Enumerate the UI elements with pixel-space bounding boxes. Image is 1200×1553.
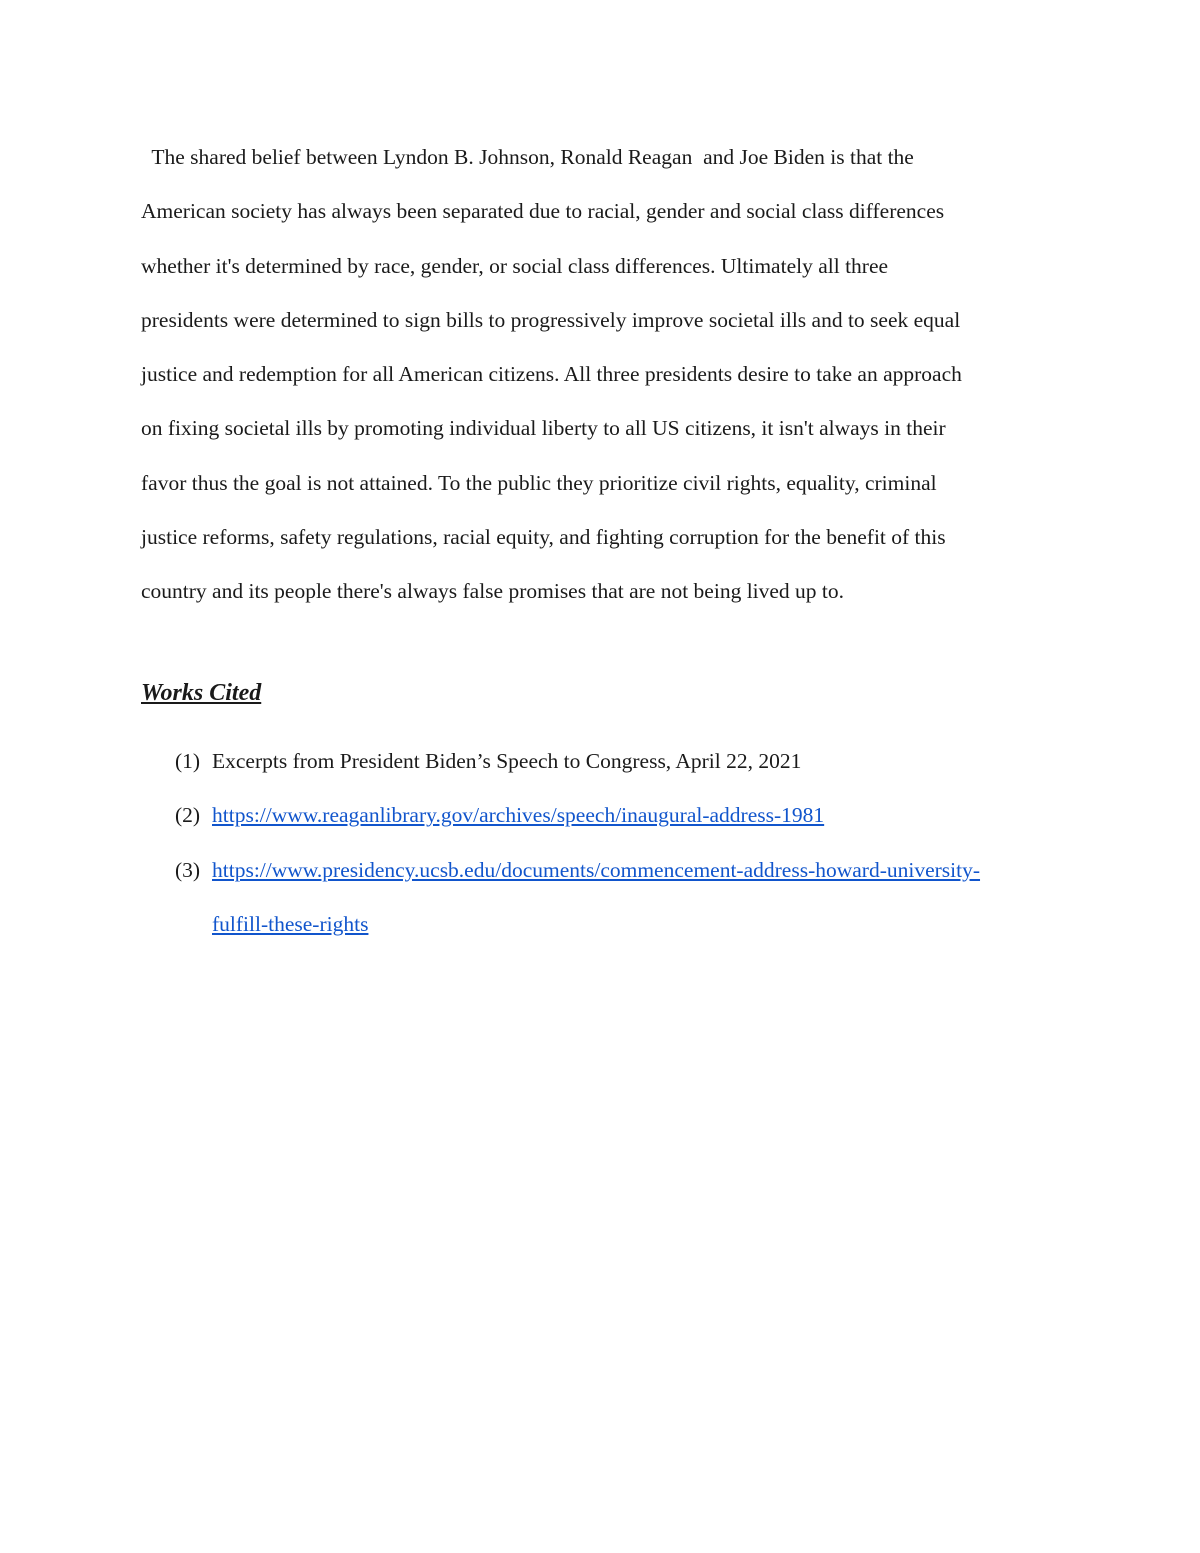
paragraph-line: justice and redemption for all American citizens. All three presidents desire to take an approach <box>141 362 962 387</box>
citation-list <box>175 734 1075 951</box>
citation-number: (2) <box>175 803 201 828</box>
paragraph-line: American society has always been separated due to racial, gender and social class differences <box>141 199 945 224</box>
paragraph-line: justice reforms, safety regulations, racial equity, and fighting corruption for the benefit of this <box>141 525 946 550</box>
paragraph-line: on fixing societal ills by promoting individual liberty to all US citizens, it isn't always in their <box>141 416 946 441</box>
citation-link-line[interactable]: https://www.presidency.ucsb.edu/documents/commencement-address-howard-university- <box>212 857 981 882</box>
paragraph-line: whether it's determined by race, gender, or social class differences. Ultimately all three <box>141 253 889 278</box>
citation-item <box>175 843 1075 952</box>
citation-text: Excerpts from President Biden’s Speech to Congress, April 22, 2021 <box>212 749 802 773</box>
citation-link-line[interactable]: fulfill-these-rights <box>212 911 369 936</box>
citation-link[interactable]: https://www.reaganlibrary.gov/archives/speech/inaugural-address-1981 <box>212 803 825 828</box>
citation-link[interactable] <box>212 843 1075 952</box>
works-cited-heading: Works Cited <box>141 680 262 706</box>
citation-number: (3) <box>175 857 201 882</box>
body-paragraph <box>141 130 1061 619</box>
citation-number: (1) <box>175 749 201 773</box>
paragraph-line: country and its people there's always false promises that are not being lived up to. <box>141 579 845 604</box>
paragraph-line: presidents were determined to sign bills to progressively improve societal ills and to seek equal <box>141 307 961 332</box>
paragraph-line: favor thus the goal is not attained. To the public they prioritize civil rights, equality, criminal <box>141 470 937 495</box>
citation-item <box>175 734 1075 788</box>
paragraph-line: The shared belief between Lyndon B. Johnson, Ronald Reagan and Joe Biden is that the <box>141 145 914 169</box>
citation-item <box>175 788 1075 842</box>
